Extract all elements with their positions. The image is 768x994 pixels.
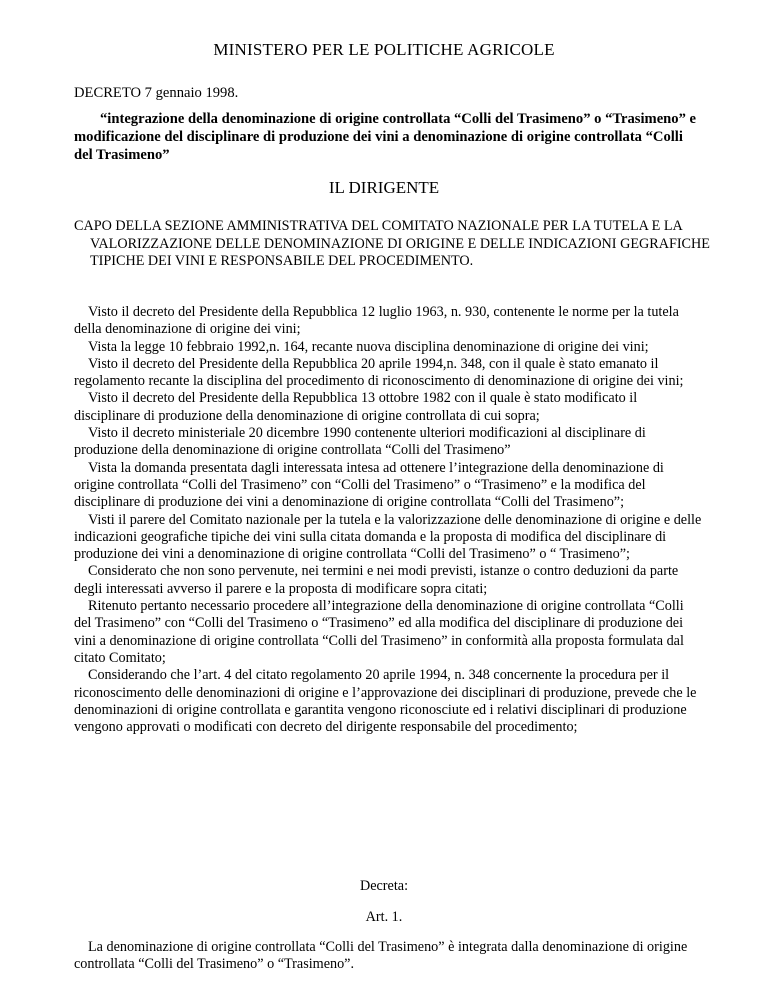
decree-subject: “integrazione della denominazione di origine controllata “Colli del Trasimeno” o “Trasimeno” e modificazione del disciplinare di produzione dei vini a denominazione di origine controllata “Colli del Trasimeno” xyxy=(74,111,697,163)
ministry-heading: MINISTERO PER LE POLITICHE AGRICOLE xyxy=(213,40,555,59)
recital-paragraph: Ritenuto pertanto necessario procedere all’integrazione della denominazione di origine controllata “Colli del Trasimeno” con “Colli del Trasimeno o “Trasimeno” ed alla modifica del disciplinare di produzione dei vini a denominazione di origine controllata “Colli del Trasimeno” in conformità alla proposta formulata dal citato Comitato; xyxy=(74,598,684,666)
article-title: Art. 1. xyxy=(365,909,403,925)
decree-date: DECRETO 7 gennaio 1998. xyxy=(74,85,239,101)
recital-paragraph: Visto il decreto del Presidente della Repubblica 12 luglio 1963, n. 930, contenente le norme per la tutela della denominazione di origine dei vini; xyxy=(74,304,679,338)
authority-role: CAPO DELLA SEZIONE AMMINISTRATIVA DEL COMITATO NAZIONALE PER LA TUTELA E LA VALORIZZAZIONE DELLE DENOMINAZIONE DI ORIGINE E DELLE INDICAZIONI GEGRAFICHE TIPICHE DEI VINI E RESPONSABILE DEL PROCEDIMENTO. xyxy=(74,218,710,269)
authority-title: IL DIRIGENTE xyxy=(328,178,440,197)
recital-paragraph: Vista la domanda presentata dagli interessata intesa ad ottenere l’integrazione della denominazione di origine controllata “Colli del Trasimeno” con “Colli del Trasimeno” o “Trasimeno” e la modifica del disciplinare di produzione dei vini a denominazione di origine controllata “Colli del Trasimeno”; xyxy=(74,459,664,511)
article-text: La denominazione di origine controllata “Colli del Trasimeno” è integrata dalla denominazione di origine controllata “Colli del Trasimeno” o “Trasimeno”. xyxy=(74,939,688,973)
recital-paragraph: Visto il decreto ministeriale 20 dicembre 1990 contenente ulteriori modificazioni al disciplinare di produzione della denominazione di origine controllata “Colli del Trasimeno” xyxy=(74,425,646,459)
recital-paragraph: Visto il decreto del Presidente della Repubblica 13 ottobre 1982 con il quale è stato modificato il disciplinare di produzione della denominazione di origine controllata di cui sopra; xyxy=(74,390,638,424)
recital-paragraph: Visti il parere del Comitato nazionale per la tutela e la valorizzazione delle denominazione di origine e delle indicazioni geografiche tipiche dei vini sulla citata domanda e la proposta di modifica del disciplinare di produzione dei vini a denominazione di origine controllata “Colli del Trasimeno” o “ Trasimeno”; xyxy=(74,511,702,563)
recital-paragraph: Considerato che non sono pervenute, nei termini e nei modi previsti, istanze o contro deduzioni da parte degli interessati avverso il parere e la proposta di modificare sopra citati; xyxy=(74,563,679,597)
decreta-heading: Decreta: xyxy=(359,878,409,894)
recital-paragraph: Visto il decreto del Presidente della Repubblica 20 aprile 1994,n. 348, con il quale è stato emanato il regolamento recante la disciplina del procedimento di riconoscimento di denominazione di origine dei vini; xyxy=(74,355,684,390)
recitals-section xyxy=(74,304,704,736)
recital-paragraph: Considerando che l’art. 4 del citato regolamento 20 aprile 1994, n. 348 concernente la procedura per il riconoscimento delle denominazioni di origine e l’approvazione dei disciplinari di produzione, prevede che le denominazioni di origine controllata e garantita vengono riconosciute ed i relativi disciplinari di produzione vengono approvati o modificati con decreto del dirigente responsabile del procedimento; xyxy=(74,667,697,736)
recital-paragraph: Vista la legge 10 febbraio 1992,n. 164, recante nuova disciplina denominazione di origine dei vini; xyxy=(88,338,649,355)
